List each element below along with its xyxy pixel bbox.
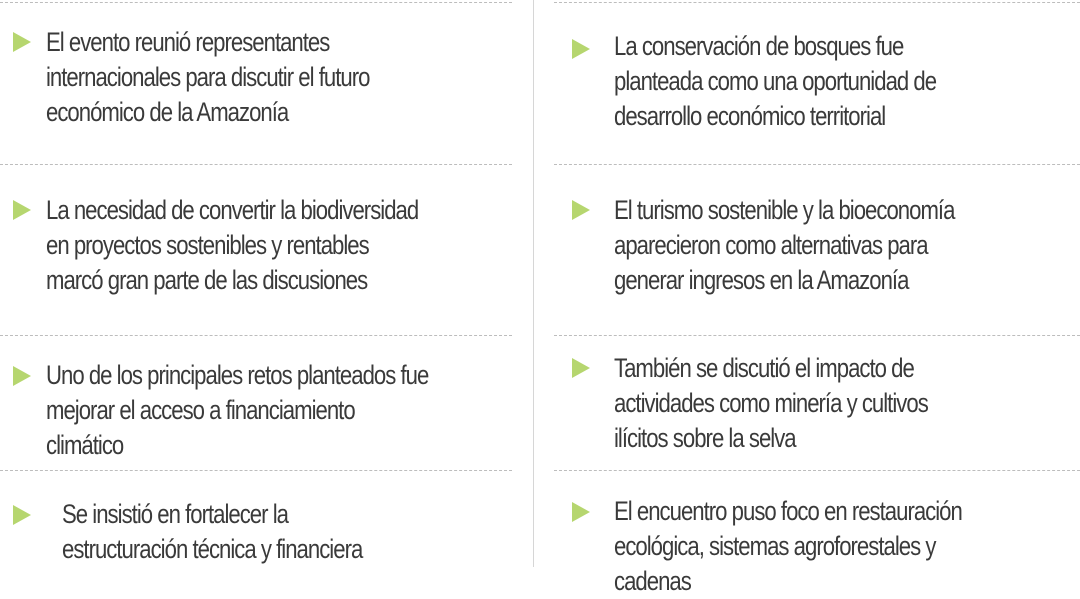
triangle-bullet-icon bbox=[13, 32, 31, 52]
row-divider bbox=[0, 335, 512, 336]
list-item-text: También se discutió el impacto de actividades como minería y cultivos ilícitos sobre la selva bbox=[614, 353, 928, 453]
list-item-text: El turismo sostenible y la bioeconomía aparecieron como alternativas para generar ingresos en la Amazonía bbox=[614, 195, 955, 295]
triangle-bullet-icon bbox=[572, 39, 590, 59]
row-divider bbox=[0, 470, 512, 471]
list-item-text: La necesidad de convertir la biodiversidad en proyectos sostenibles y rentables marcó gran parte de las discusiones bbox=[46, 195, 419, 295]
triangle-bullet-icon bbox=[13, 366, 31, 386]
list-item-text: El evento reunió representantes internacionales para discutir el futuro económico de la Amazonía bbox=[46, 27, 370, 127]
column-divider bbox=[533, 0, 534, 567]
row-divider bbox=[0, 2, 512, 3]
row-divider bbox=[554, 164, 1080, 165]
row-divider bbox=[554, 470, 1080, 471]
right-column bbox=[550, 0, 1080, 596]
list-item-text: El encuentro puso foco en restauración ecológica, sistemas agroforestales y cadenas bbox=[614, 496, 962, 596]
row-divider bbox=[554, 2, 1080, 3]
triangle-bullet-icon bbox=[572, 200, 590, 220]
list-item-text: Uno de los principales retos planteados fue mejorar el acceso a financiamiento climático bbox=[46, 360, 429, 460]
triangle-bullet-icon bbox=[13, 505, 31, 525]
row-divider bbox=[554, 335, 1080, 336]
row-divider bbox=[0, 164, 512, 165]
list-item-text: Se insistió en fortalecer la estructuración técnica y financiera bbox=[62, 499, 363, 564]
triangle-bullet-icon bbox=[13, 200, 31, 220]
triangle-bullet-icon bbox=[572, 502, 590, 522]
left-column bbox=[0, 0, 520, 567]
triangle-bullet-icon bbox=[572, 358, 590, 378]
list-item-text: La conservación de bosques fue planteada como una oportunidad de desarrollo económico territorial bbox=[614, 31, 937, 131]
